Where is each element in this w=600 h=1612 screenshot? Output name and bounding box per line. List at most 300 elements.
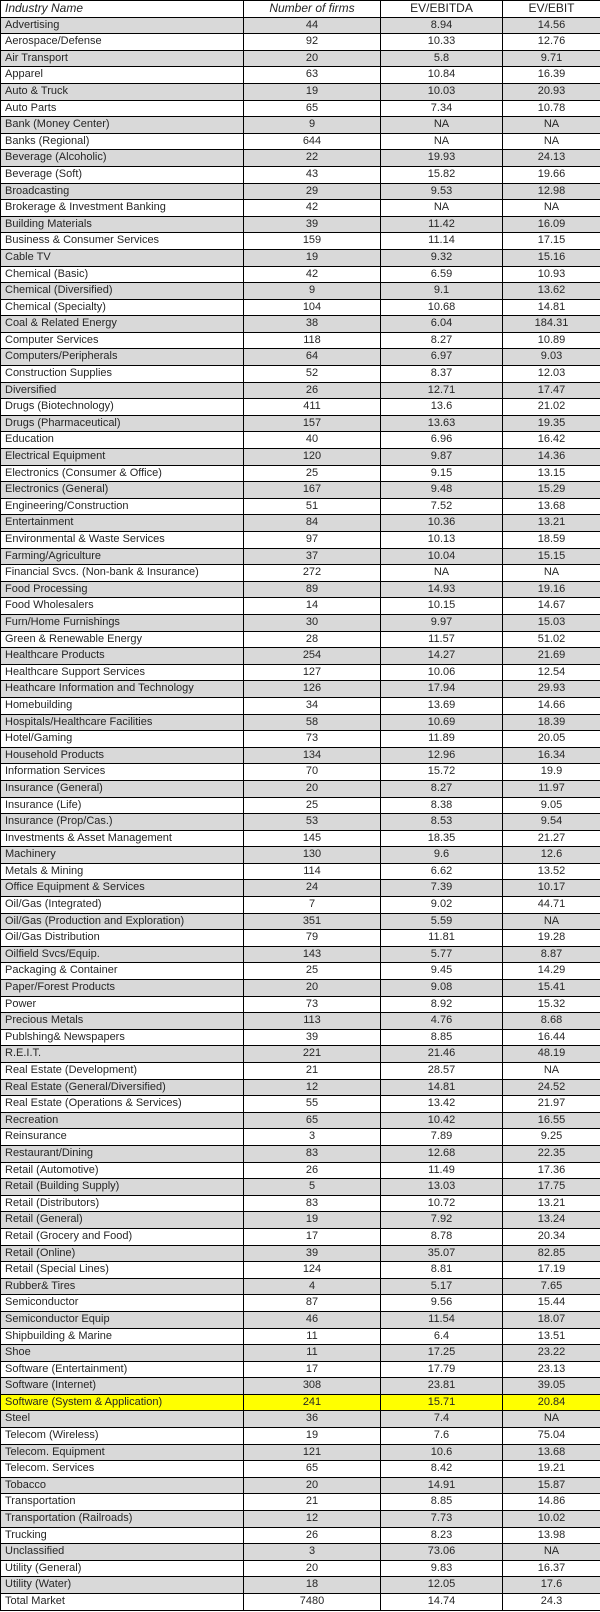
industry-cell: Shipbuilding & Marine	[1, 1328, 244, 1345]
ev-ebitda-cell: 11.57	[381, 631, 503, 648]
table-row	[1, 1245, 600, 1262]
industry-cell: Drugs (Biotechnology)	[1, 399, 244, 416]
industry-cell: Insurance (General)	[1, 780, 244, 797]
ev-ebitda-cell: 9.15	[381, 465, 503, 482]
firms-cell: 65	[244, 1461, 381, 1478]
ev-ebitda-cell: 23.81	[381, 1378, 503, 1395]
firms-cell: 143	[244, 946, 381, 963]
firms-cell: 42	[244, 266, 381, 283]
table-row	[1, 432, 600, 449]
ev-ebitda-cell: 11.89	[381, 731, 503, 748]
industry-cell: Oil/Gas (Integrated)	[1, 897, 244, 914]
industry-cell: Business & Consumer Services	[1, 233, 244, 250]
industry-cell: Brokerage & Investment Banking	[1, 200, 244, 217]
table-row	[1, 1494, 600, 1511]
firms-cell: 79	[244, 930, 381, 947]
table-row	[1, 266, 600, 283]
table-row	[1, 67, 600, 84]
ev-ebit-cell: 8.68	[503, 1013, 600, 1030]
industry-cell: Computer Services	[1, 332, 244, 349]
industry-cell: Electronics (General)	[1, 482, 244, 499]
ev-ebit-cell: 20.34	[503, 1228, 600, 1245]
firms-cell: 644	[244, 133, 381, 150]
table-row	[1, 880, 600, 897]
ev-ebitda-cell: 10.6	[381, 1444, 503, 1461]
firms-cell: 14	[244, 598, 381, 615]
table-row	[1, 382, 600, 399]
ev-ebit-cell: 15.16	[503, 249, 600, 266]
ev-ebit-cell: 10.17	[503, 880, 600, 897]
ev-ebitda-cell: 5.17	[381, 1278, 503, 1295]
industry-cell: Packaging & Container	[1, 963, 244, 980]
ev-ebitda-cell: 10.33	[381, 34, 503, 51]
industry-cell: Electronics (Consumer & Office)	[1, 465, 244, 482]
col-header-ev-ebitda: EV/EBITDA	[381, 1, 503, 18]
firms-cell: 83	[244, 1145, 381, 1162]
table-row	[1, 1328, 600, 1345]
ev-ebitda-cell: 11.81	[381, 930, 503, 947]
table-row	[1, 515, 600, 532]
ev-ebit-cell: 14.29	[503, 963, 600, 980]
firms-cell: 24	[244, 880, 381, 897]
ev-ebit-cell: 16.34	[503, 747, 600, 764]
ev-ebit-cell: 24.52	[503, 1079, 600, 1096]
table-row	[1, 498, 600, 515]
industry-cell: Semiconductor Equip	[1, 1311, 244, 1328]
ev-ebitda-cell: 8.92	[381, 996, 503, 1013]
industry-cell: Steel	[1, 1411, 244, 1428]
ev-ebit-cell: 19.16	[503, 581, 600, 598]
ev-ebit-cell: NA	[503, 1544, 600, 1561]
firms-cell: 4	[244, 1278, 381, 1295]
table-row	[1, 1162, 600, 1179]
industry-cell: Trucking	[1, 1527, 244, 1544]
ev-ebitda-cell: 9.87	[381, 449, 503, 466]
table-row	[1, 133, 600, 150]
industry-cell: Retail (Online)	[1, 1245, 244, 1262]
ev-ebitda-cell: 13.69	[381, 697, 503, 714]
industry-cell: Construction Supplies	[1, 366, 244, 383]
firms-cell: 30	[244, 614, 381, 631]
ev-ebitda-cell: 9.6	[381, 847, 503, 864]
ev-ebit-cell: 15.15	[503, 548, 600, 565]
table-row	[1, 1096, 600, 1113]
ev-ebit-cell: 14.86	[503, 1494, 600, 1511]
ev-ebit-cell: 9.54	[503, 814, 600, 831]
ev-ebitda-cell: 5.77	[381, 946, 503, 963]
table-row	[1, 565, 600, 582]
table-row	[1, 1461, 600, 1478]
industry-cell: Telecom. Services	[1, 1461, 244, 1478]
table-row	[1, 897, 600, 914]
ev-ebitda-cell: 8.53	[381, 814, 503, 831]
ev-ebit-cell: 14.67	[503, 598, 600, 615]
firms-cell: 120	[244, 449, 381, 466]
industry-cell: Food Processing	[1, 581, 244, 598]
ev-ebit-cell: 23.13	[503, 1361, 600, 1378]
industry-cell: Precious Metals	[1, 1013, 244, 1030]
ev-ebit-cell: 15.44	[503, 1295, 600, 1312]
industry-cell: Furn/Home Furnishings	[1, 614, 244, 631]
firms-cell: 58	[244, 714, 381, 731]
table-row	[1, 1477, 600, 1494]
firms-cell: 40	[244, 432, 381, 449]
table-row	[1, 1278, 600, 1295]
table-row	[1, 863, 600, 880]
industry-cell: Drugs (Pharmaceutical)	[1, 415, 244, 432]
firms-cell: 25	[244, 963, 381, 980]
industry-cell: Computers/Peripherals	[1, 349, 244, 366]
ev-ebitda-cell: 9.08	[381, 980, 503, 997]
industry-cell: Transportation (Railroads)	[1, 1511, 244, 1528]
ev-ebitda-cell: 35.07	[381, 1245, 503, 1262]
ev-ebitda-cell: 11.49	[381, 1162, 503, 1179]
firms-cell: 70	[244, 764, 381, 781]
ev-ebitda-cell: 6.59	[381, 266, 503, 283]
firms-cell: 241	[244, 1394, 381, 1411]
table-row	[1, 34, 600, 51]
ev-ebit-cell: 10.78	[503, 100, 600, 117]
table-row	[1, 1228, 600, 1245]
ev-ebit-cell: 10.93	[503, 266, 600, 283]
industry-cell: Real Estate (General/Diversified)	[1, 1079, 244, 1096]
ev-ebit-cell: 48.19	[503, 1046, 600, 1063]
ev-ebitda-cell: 9.83	[381, 1560, 503, 1577]
ev-ebit-cell: 44.71	[503, 897, 600, 914]
table-row	[1, 283, 600, 300]
ev-ebitda-cell: 13.03	[381, 1179, 503, 1196]
ev-ebitda-cell: 14.74	[381, 1594, 503, 1611]
firms-cell: 11	[244, 1345, 381, 1362]
industry-cell: Insurance (Prop/Cas.)	[1, 814, 244, 831]
table-row	[1, 747, 600, 764]
firms-cell: 29	[244, 183, 381, 200]
firms-cell: 126	[244, 681, 381, 698]
firms-cell: 308	[244, 1378, 381, 1395]
table-row	[1, 399, 600, 416]
firms-cell: 9	[244, 283, 381, 300]
industry-cell: Real Estate (Operations & Services)	[1, 1096, 244, 1113]
table-row	[1, 1511, 600, 1528]
ev-ebitda-cell: NA	[381, 565, 503, 582]
table-row	[1, 415, 600, 432]
firms-cell: 20	[244, 1477, 381, 1494]
firms-cell: 11	[244, 1328, 381, 1345]
industry-cell: Green & Renewable Energy	[1, 631, 244, 648]
table-row	[1, 714, 600, 731]
industry-cell: Food Wholesalers	[1, 598, 244, 615]
ev-ebit-cell: 14.36	[503, 449, 600, 466]
ev-ebit-cell: 17.15	[503, 233, 600, 250]
firms-cell: 130	[244, 847, 381, 864]
table-row	[1, 449, 600, 466]
industry-cell: Air Transport	[1, 50, 244, 67]
ev-ebitda-cell: 10.68	[381, 299, 503, 316]
industry-cell: Telecom (Wireless)	[1, 1428, 244, 1445]
industry-cell: Investments & Asset Management	[1, 830, 244, 847]
ev-ebit-cell: 17.75	[503, 1179, 600, 1196]
table-row	[1, 830, 600, 847]
firms-cell: 157	[244, 415, 381, 432]
table-row	[1, 1129, 600, 1146]
table-row	[1, 17, 600, 34]
table-row	[1, 980, 600, 997]
ev-ebit-cell: 22.35	[503, 1145, 600, 1162]
table-row	[1, 1311, 600, 1328]
ev-ebitda-cell: 12.71	[381, 382, 503, 399]
table-row	[1, 233, 600, 250]
ev-ebit-cell: 21.27	[503, 830, 600, 847]
ev-ebitda-cell: 9.56	[381, 1295, 503, 1312]
firms-cell: 18	[244, 1577, 381, 1594]
ev-ebit-cell: 14.56	[503, 17, 600, 34]
ev-ebitda-cell: 8.23	[381, 1527, 503, 1544]
table-row	[1, 581, 600, 598]
ev-ebit-cell: NA	[503, 1411, 600, 1428]
ev-ebit-cell: 24.13	[503, 150, 600, 167]
ev-ebitda-cell: 5.8	[381, 50, 503, 67]
ev-ebit-cell: 16.55	[503, 1112, 600, 1129]
firms-cell: 5	[244, 1179, 381, 1196]
ev-ebit-cell: 13.98	[503, 1527, 600, 1544]
industry-cell: Cable TV	[1, 249, 244, 266]
industry-cell: Total Market	[1, 1594, 244, 1611]
ev-ebit-cell: 19.66	[503, 166, 600, 183]
industry-cell: Hotel/Gaming	[1, 731, 244, 748]
industry-cell: Healthcare Support Services	[1, 664, 244, 681]
industry-cell: Tobacco	[1, 1477, 244, 1494]
industry-cell: Broadcasting	[1, 183, 244, 200]
industry-cell: Chemical (Basic)	[1, 266, 244, 283]
ev-ebitda-cell: 10.84	[381, 67, 503, 84]
ev-ebitda-cell: 6.04	[381, 316, 503, 333]
firms-cell: 26	[244, 1162, 381, 1179]
table-row	[1, 664, 600, 681]
ev-ebitda-cell: 9.48	[381, 482, 503, 499]
table-row	[1, 1145, 600, 1162]
industry-cell: Software (Entertainment)	[1, 1361, 244, 1378]
ev-ebit-cell: NA	[503, 913, 600, 930]
table-row	[1, 1444, 600, 1461]
ev-ebit-cell: 20.84	[503, 1394, 600, 1411]
table-row	[1, 1361, 600, 1378]
ev-ebit-cell: 17.47	[503, 382, 600, 399]
industry-cell: Beverage (Alcoholic)	[1, 150, 244, 167]
ev-ebit-cell: 15.29	[503, 482, 600, 499]
industry-cell: Telecom. Equipment	[1, 1444, 244, 1461]
ev-ebitda-cell: 9.32	[381, 249, 503, 266]
ev-ebit-cell: 18.39	[503, 714, 600, 731]
firms-cell: 17	[244, 1228, 381, 1245]
ev-ebit-cell: 39.05	[503, 1378, 600, 1395]
firms-cell: 92	[244, 34, 381, 51]
ev-ebit-cell: 9.25	[503, 1129, 600, 1146]
table-row	[1, 1195, 600, 1212]
table-row	[1, 697, 600, 714]
table-row	[1, 1112, 600, 1129]
ev-ebit-cell: 10.02	[503, 1511, 600, 1528]
firms-cell: 73	[244, 731, 381, 748]
industry-cell: Power	[1, 996, 244, 1013]
ev-ebit-cell: 13.15	[503, 465, 600, 482]
table-row	[1, 83, 600, 100]
industry-cell: Utility (General)	[1, 1560, 244, 1577]
ev-ebit-cell: 13.51	[503, 1328, 600, 1345]
ev-ebitda-cell: 9.1	[381, 283, 503, 300]
ev-ebit-cell: 14.81	[503, 299, 600, 316]
ev-ebitda-cell: 8.94	[381, 17, 503, 34]
firms-cell: 26	[244, 1527, 381, 1544]
ev-ebit-cell: 75.04	[503, 1428, 600, 1445]
ev-ebit-cell: 17.36	[503, 1162, 600, 1179]
industry-cell: Healthcare Products	[1, 648, 244, 665]
col-header-ev-ebit: EV/EBIT	[503, 1, 600, 18]
industry-cell: Engineering/Construction	[1, 498, 244, 515]
firms-cell: 65	[244, 100, 381, 117]
ev-ebit-cell: 15.32	[503, 996, 600, 1013]
table-row	[1, 1013, 600, 1030]
table-body	[1, 17, 600, 1610]
firms-cell: 3	[244, 1129, 381, 1146]
table-row	[1, 216, 600, 233]
firms-cell: 42	[244, 200, 381, 217]
firms-cell: 87	[244, 1295, 381, 1312]
ev-ebitda-cell: 8.27	[381, 780, 503, 797]
ev-ebit-cell: 15.41	[503, 980, 600, 997]
header-row	[1, 1, 600, 18]
industry-cell: Software (Internet)	[1, 1378, 244, 1395]
industry-cell: Retail (Grocery and Food)	[1, 1228, 244, 1245]
firms-cell: 411	[244, 399, 381, 416]
firms-cell: 39	[244, 1245, 381, 1262]
firms-cell: 73	[244, 996, 381, 1013]
industry-cell: Software (System & Application)	[1, 1394, 244, 1411]
firms-cell: 118	[244, 332, 381, 349]
firms-cell: 63	[244, 67, 381, 84]
firms-cell: 89	[244, 581, 381, 598]
firms-cell: 36	[244, 1411, 381, 1428]
industry-cell: Advertising	[1, 17, 244, 34]
industry-cell: Oil/Gas Distribution	[1, 930, 244, 947]
firms-cell: 20	[244, 1560, 381, 1577]
ev-ebitda-cell: 7.89	[381, 1129, 503, 1146]
industry-cell: Reinsurance	[1, 1129, 244, 1146]
ev-ebit-cell: 19.35	[503, 415, 600, 432]
industry-cell: Unclassified	[1, 1544, 244, 1561]
table-row	[1, 1295, 600, 1312]
industry-cell: Metals & Mining	[1, 863, 244, 880]
table-row	[1, 299, 600, 316]
industry-cell: Household Products	[1, 747, 244, 764]
ev-ebit-cell: NA	[503, 200, 600, 217]
firms-cell: 272	[244, 565, 381, 582]
ev-ebit-cell: 13.24	[503, 1212, 600, 1229]
ev-ebit-cell: 16.39	[503, 67, 600, 84]
table-row	[1, 681, 600, 698]
firms-cell: 21	[244, 1494, 381, 1511]
firms-cell: 127	[244, 664, 381, 681]
table-row	[1, 150, 600, 167]
ev-ebitda-cell: 14.81	[381, 1079, 503, 1096]
industry-cell: Homebuilding	[1, 697, 244, 714]
ev-ebitda-cell: 8.85	[381, 1494, 503, 1511]
ev-ebitda-cell: NA	[381, 133, 503, 150]
industry-cell: Retail (Special Lines)	[1, 1262, 244, 1279]
industry-cell: Retail (Distributors)	[1, 1195, 244, 1212]
industry-cell: Office Equipment & Services	[1, 880, 244, 897]
industry-cell: Environmental & Waste Services	[1, 532, 244, 549]
ev-ebitda-cell: 15.71	[381, 1394, 503, 1411]
ev-ebitda-cell: 10.72	[381, 1195, 503, 1212]
ev-ebitda-cell: 12.68	[381, 1145, 503, 1162]
table-row	[1, 731, 600, 748]
firms-cell: 21	[244, 1063, 381, 1080]
industry-cell: R.E.I.T.	[1, 1046, 244, 1063]
table-row	[1, 349, 600, 366]
firms-cell: 20	[244, 50, 381, 67]
ev-ebit-cell: 29.93	[503, 681, 600, 698]
industry-cell: Oil/Gas (Production and Exploration)	[1, 913, 244, 930]
firms-cell: 28	[244, 631, 381, 648]
ev-ebitda-cell: 6.4	[381, 1328, 503, 1345]
ev-ebit-cell: 21.02	[503, 399, 600, 416]
ev-ebit-cell: 82.85	[503, 1245, 600, 1262]
ev-ebitda-cell: 13.42	[381, 1096, 503, 1113]
industry-cell: Recreation	[1, 1112, 244, 1129]
industry-cell: Insurance (Life)	[1, 797, 244, 814]
table-row	[1, 1179, 600, 1196]
ev-ebitda-cell: 9.45	[381, 963, 503, 980]
ev-ebitda-cell: 73.06	[381, 1544, 503, 1561]
industry-cell: Heathcare Information and Technology	[1, 681, 244, 698]
ev-ebit-cell: 19.28	[503, 930, 600, 947]
ev-ebitda-cell: 10.03	[381, 83, 503, 100]
table-row	[1, 249, 600, 266]
ev-ebit-cell: 24.3	[503, 1594, 600, 1611]
table-row	[1, 332, 600, 349]
industry-cell: Real Estate (Development)	[1, 1063, 244, 1080]
ev-ebit-cell: 9.71	[503, 50, 600, 67]
ev-ebit-cell: 8.87	[503, 946, 600, 963]
firms-cell: 55	[244, 1096, 381, 1113]
ev-ebit-cell: 184.31	[503, 316, 600, 333]
firms-cell: 3	[244, 1544, 381, 1561]
table-row	[1, 1212, 600, 1229]
ev-ebit-cell: 13.21	[503, 1195, 600, 1212]
ev-ebit-cell: 13.21	[503, 515, 600, 532]
industry-cell: Building Materials	[1, 216, 244, 233]
table-row	[1, 946, 600, 963]
firms-cell: 53	[244, 814, 381, 831]
ev-ebit-cell: 11.97	[503, 780, 600, 797]
industry-cell: Restaurant/Dining	[1, 1145, 244, 1162]
table-row	[1, 183, 600, 200]
ev-ebitda-cell: 7.92	[381, 1212, 503, 1229]
ev-ebit-cell: 14.66	[503, 697, 600, 714]
ev-ebit-cell: 12.76	[503, 34, 600, 51]
firms-cell: 83	[244, 1195, 381, 1212]
firms-cell: 145	[244, 830, 381, 847]
ev-ebit-cell: 17.6	[503, 1577, 600, 1594]
ev-ebitda-cell: 9.53	[381, 183, 503, 200]
table-row	[1, 482, 600, 499]
ev-ebitda-cell: 12.96	[381, 747, 503, 764]
ev-ebitda-cell: 14.27	[381, 648, 503, 665]
ev-ebitda-cell: 13.63	[381, 415, 503, 432]
ev-ebit-cell: 23.22	[503, 1345, 600, 1362]
ev-ebit-cell: 20.05	[503, 731, 600, 748]
firms-cell: 97	[244, 532, 381, 549]
